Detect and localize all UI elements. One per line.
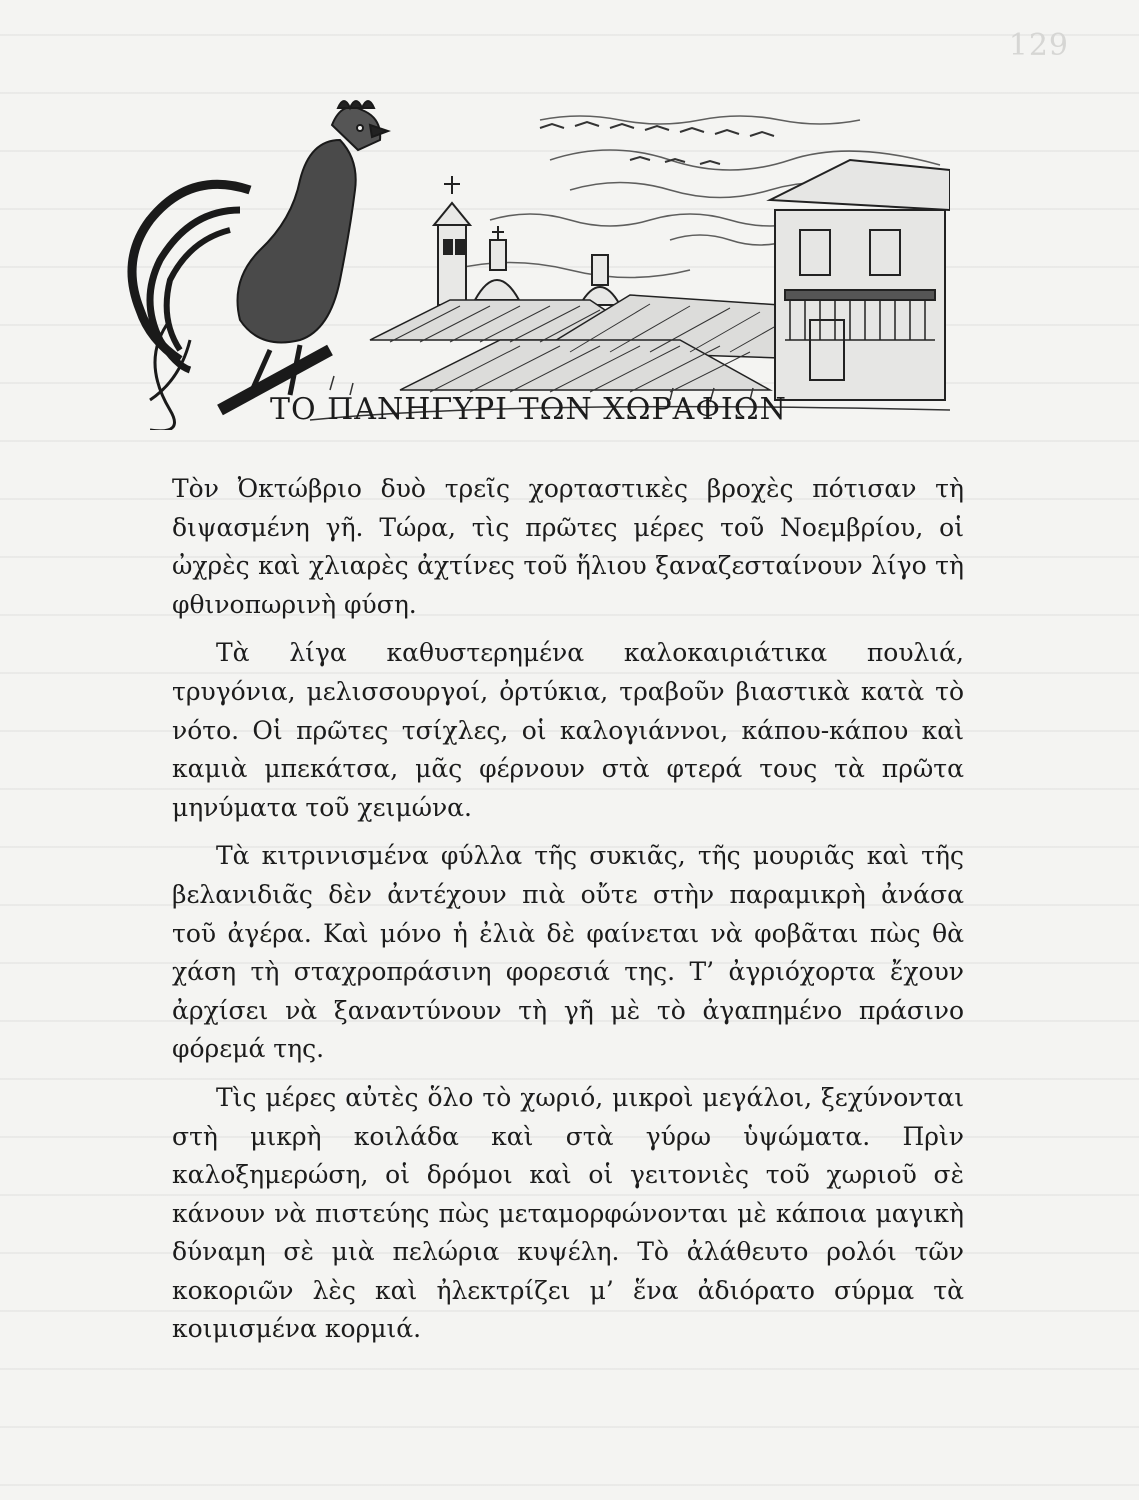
page-title: ΤΟ ΠΑΝΗΓΥΡΙ ΤΩΝ ΧΩΡΑΦΙΩΝ (270, 392, 787, 427)
paragraph: Τὰ κιτρινισμένα φύλλα τῆς συκιᾶς, τῆς μουριᾶς καὶ τῆς βελανιδιᾶς δὲν ἀντέχουν πιὰ οὔτε στὴν παραμικρὴ ἀνάσα τοῦ ἀγέρα. Καὶ μόνο ἡ ἐλιὰ δὲ φαίνεται νὰ φοβᾶται πὼς θὰ χάση τὴ σταχροπράσινη φορεσιά της. Τ’ ἀγριόχορτα ἔχουν ἀρχίσει νὰ ξαναντύνουν τὴ γῆ μὲ τὸ ἀγαπημένο πράσινο φόρεμά της. (172, 841, 964, 1064)
paragraph: Τὶς μέρες αὐτὲς ὅλο τὸ χωριό, μικροὶ μεγάλοι, ξεχύνονται στὴ μικρὴ κοιλάδα καὶ στὰ γύρω ὑψώματα. Πρὶν καλοξημερώση, οἱ δρόμοι καὶ οἱ γειτονιὲς τοῦ χωριοῦ σὲ κάνουν νὰ πιστεύης πὼς μεταμορφώνονται μὲ κάποια μαγικὴ δύναμη σὲ μιὰ πελώρια κυψέλη. Τὸ ἀλάθευτο ρολόι τῶν κοκοριῶν λὲς καὶ ἠλεκτρίζει μ’ ἕνα ἀδιόρατο σύρμα τὰ κοιμισμένα κορμιά. (172, 1082, 964, 1344)
paragraph: Τὰ λίγα καθυστερημένα καλοκαιριάτικα πουλιά, τρυγόνια, μελισσουργοί, ὀρτύκια, τραβοῦν βιαστικὰ κατὰ τὸ νότο. Οἱ πρῶτες τσίχλες, οἱ καλογιάννοι, κάπου-κάπου καὶ καμιὰ μπεκάτσα, μᾶς φέρνουν στὰ φτερά τους τὰ πρῶτα μηνύματα τοῦ χειμώνα. (172, 638, 964, 822)
page-number: 129 (1008, 28, 1069, 63)
rooster-village-illustration (70, 90, 950, 430)
body-text (172, 470, 964, 1359)
paragraph: Τὸν Ὀκτώβριο δυὸ τρεῖς χορταστικὲς βροχὲς πότισαν τὴ διψασμένη γῆ. Τώρα, τὶς πρῶτες μέρες τοῦ Νοεμβρίου, οἱ ὠχρὲς καὶ χλιαρὲς ἀχτίνες τοῦ ἥλιου ξαναζεσταίνουν λίγο τὴ φθινοπωρινὴ φύση. (172, 474, 964, 619)
